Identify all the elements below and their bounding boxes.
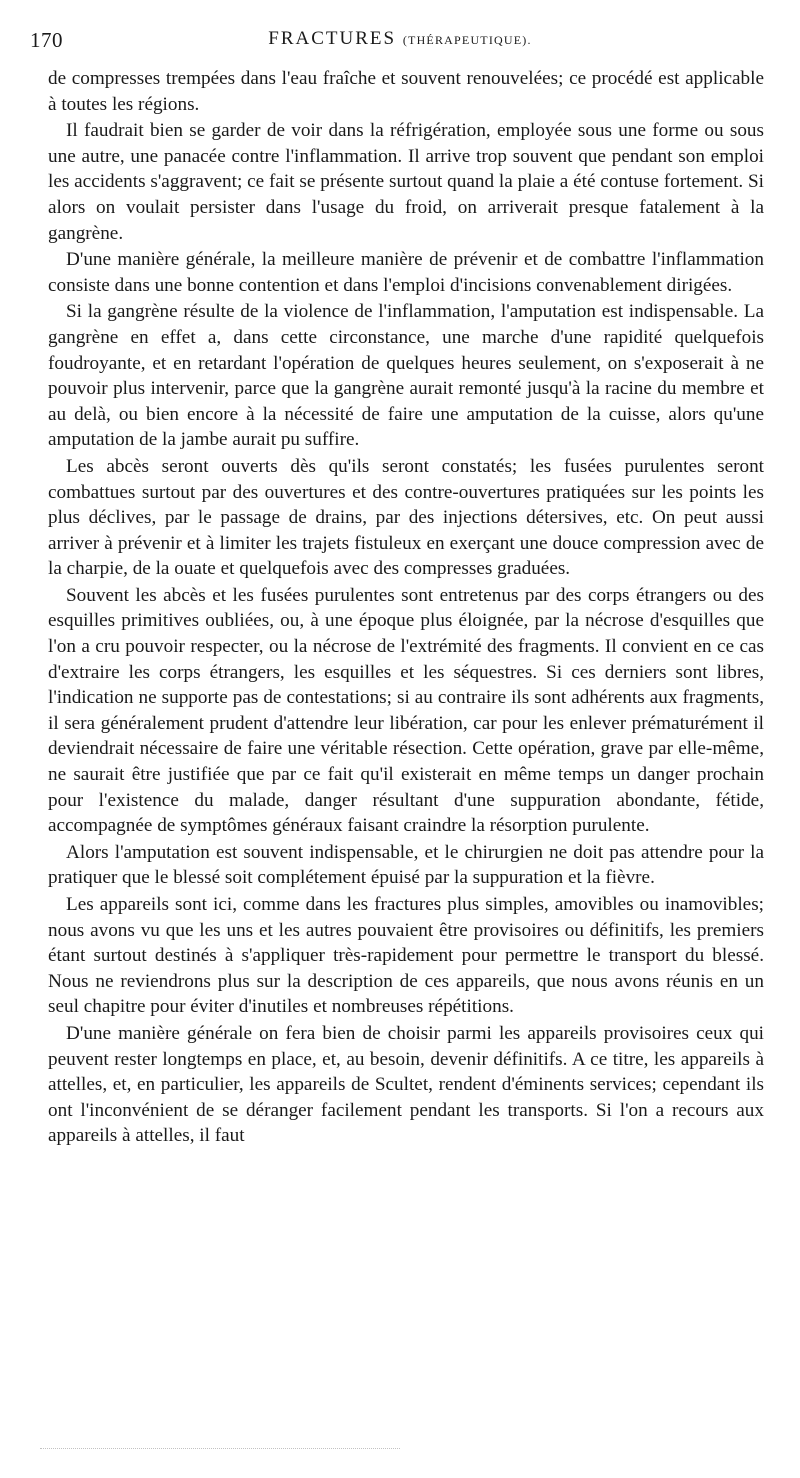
paragraph: Si la gangrène résulte de la violence de l'inflammation, l'amputation est indispensable. La gangrène en effet a, dans cette circonstance, une marche d'une rapidité quelquefois foudroyante, et en retardant l'opération de quelques heures seulement, on s'exposerait à ne pouvoir plus intervenir, parce que la gangrène aurait remonté jusqu'à la racine du membre et au delà, ou bien encore à la nécessité de faire une amputation de la cuisse, alors qu'une amputation de la jambe aurait pu suffire.: [48, 301, 764, 451]
paragraph: de compresses trempées dans l'eau fraîche et souvent renouvelées; ce procédé est applicable à toutes les régions.: [48, 68, 764, 115]
body-text: [48, 66, 764, 1149]
page-header: [30, 28, 770, 58]
page-number: 170: [30, 28, 63, 52]
running-head-subtitle: (THÉRAPEUTIQUE).: [402, 33, 532, 47]
paragraph: Alors l'amputation est souvent indispensable, et le chirurgien ne doit pas attendre pour la pratiquer que le blessé soit complétement épuisé par la suppuration et la fièvre.: [48, 841, 764, 889]
running-head-title: FRACTURES: [268, 28, 397, 49]
paragraph: Les abcès seront ouverts dès qu'ils seront constatés; les fusées purulentes seront combattues surtout par des ouvertures et des contre-ouvertures pratiquées sur les points les plus déclives, par le passage de drains, par des injections détersives, etc. On peut aussi arriver à prévenir et à limiter les trajets fistuleux en exerçant une douce compression avec de la charpie, de la ouate et quelquefois avec des compresses graduées.: [48, 455, 764, 580]
paragraph: Les appareils sont ici, comme dans les fractures plus simples, amovibles ou inamovibles; nous avons vu que les uns et les autres pouvaient être provisoires ou définitifs, les premiers étant surtout destinés à s'appliquer très-rapidement pour permettre le transport du blessé. Nous ne reviendrons plus sur la description de ces appareils, que nous avons réunis en un seul chapitre pour éviter d'inutiles et nombreuses répétitions.: [48, 894, 764, 1018]
paragraph: Il faudrait bien se garder de voir dans la réfrigération, employée sous une forme ou sous une autre, une panacée contre l'inflammation. Il arrive trop souvent que pendant son emploi les accidents s'aggravent; ce fait se présente surtout quand la plaie a été contuse fortement. Si alors on voulait persister dans l'usage du froid, on arriverait presque fatalement à la gangrène.: [48, 120, 764, 244]
paragraph: D'une manière générale on fera bien de choisir parmi les appareils provisoires ceux qui peuvent rester longtemps en place, et, au besoin, devenir définitifs. A ce titre, les appareils à attelles, et, en particulier, les appareils de Scultet, rendent d'éminents services; cependant ils ont l'inconvénient de se déranger facilement pendant les transports. Si l'on a recours aux appareils à attelles, il faut: [48, 1022, 764, 1147]
running-head: [30, 28, 770, 50]
paragraph: D'une manière générale, la meilleure manière de prévenir et de combattre l'inflammation consiste dans une bonne contention et dans l'emploi d'incisions convenablement dirigées.: [48, 249, 764, 296]
paragraph: Souvent les abcès et les fusées purulentes sont entretenus par des corps étrangers ou des esquilles primitives oubliées, ou, à une époque plus éloignée, par la nécrose d'esquilles que l'on a cru pouvoir respecter, ou la nécrose de l'extrémité des fragments. Il convient en ce cas d'extraire les corps étrangers, les esquilles et les séquestres. Si ces derniers sont libres, l'indication ne supporte pas de contestations; si au contraire ils sont adhérents aux fragments, il sera généralement prudent d'attendre leur libération, car pour les enlever prématurément il deviendrait nécessaire de faire une véritable résection. Cette opération, grave par elle-même, ne saurait être justifiée que par ce fait qu'il existerait en même temps un danger prochain pour l'existence du malade, danger résultant d'une suppuration abondante, fétide, accompagnée de symptômes généraux faisant craindre la résorption purulente.: [48, 584, 764, 837]
scan-artifact: [40, 1448, 400, 1451]
